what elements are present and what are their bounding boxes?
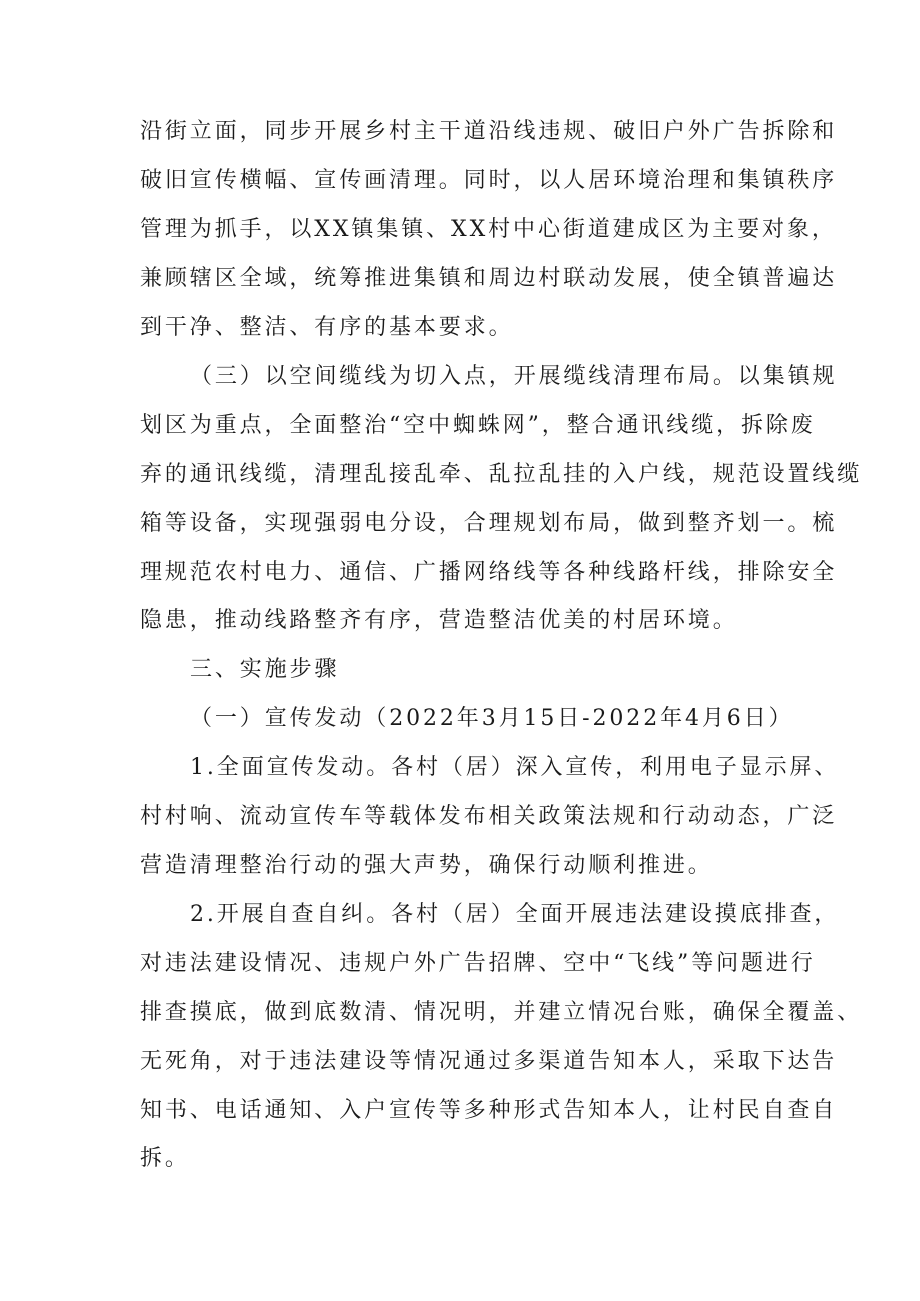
paragraph-line: 破旧宣传横幅、宣传画清理。同时，以人居环境治理和集镇秩序 bbox=[140, 168, 838, 193]
paragraph-line: 无死角，对于违法建设等情况通过多渠道告知本人，采取下达告 bbox=[140, 1049, 838, 1074]
paragraph-line: 排查摸底，做到底数清、情况明，并建立情况台账，确保全覆盖、 bbox=[140, 1000, 863, 1025]
paragraph-line: 拆。 bbox=[140, 1146, 190, 1171]
paragraph-line: 箱等设备，实现强弱电分设，合理规划布局，做到整齐划一。梳 bbox=[140, 511, 838, 536]
paragraph-line: 村村响、流动宣传车等载体发布相关政策法规和行动动态，广泛 bbox=[140, 804, 838, 829]
paragraph-line: 隐患，推动线路整齐有序，营造整洁优美的村居环境。 bbox=[140, 608, 738, 633]
paragraph-line: 管理为抓手，以XX镇集镇、XX村中心街道建成区为主要对象， bbox=[140, 217, 837, 242]
paragraph-line: 1.全面宣传发动。各村（居）深入宣传，利用电子显示屏、 bbox=[190, 755, 840, 780]
paragraph-line: 营造清理整治行动的强大声势，确保行动顺利推进。 bbox=[140, 853, 713, 878]
paragraph-line: 弃的通讯线缆，清理乱接乱牵、乱拉乱挂的入户线，规范设置线缆 bbox=[140, 462, 863, 487]
section-heading: 三、实施步骤 bbox=[190, 657, 340, 682]
paragraph-line: 知书、电话通知、入户宣传等多种形式告知本人，让村民自查自 bbox=[140, 1098, 838, 1123]
paragraph-line: 到干净、整洁、有序的基本要求。 bbox=[140, 315, 514, 340]
paragraph-line: 沿街立面，同步开展乡村主干道沿线违规、破旧户外广告拆除和 bbox=[140, 119, 838, 144]
paragraph-line: 划区为重点，全面整治“空中蜘蛛网”，整合通讯线缆，拆除废 bbox=[140, 413, 816, 438]
paragraph-line: 2.开展自查自纠。各村（居）全面开展违法建设摸底排查， bbox=[190, 902, 840, 927]
paragraph-line: 对违法建设情况、违规户外广告招牌、空中“飞线”等问题进行 bbox=[140, 951, 816, 976]
section-heading-line: （三）以空间缆线为切入点，开展缆线清理布局。以集镇规 bbox=[190, 364, 838, 389]
subsection-heading: （一）宣传发动（2022年3月15日-2022年4月6日） bbox=[190, 706, 794, 731]
paragraph-line: 理规范农村电力、通信、广播网络线等各种线路杆线，排除安全 bbox=[140, 560, 838, 585]
paragraph-line: 兼顾辖区全域，统筹推进集镇和周边村联动发展，使全镇普遍达 bbox=[140, 266, 838, 291]
